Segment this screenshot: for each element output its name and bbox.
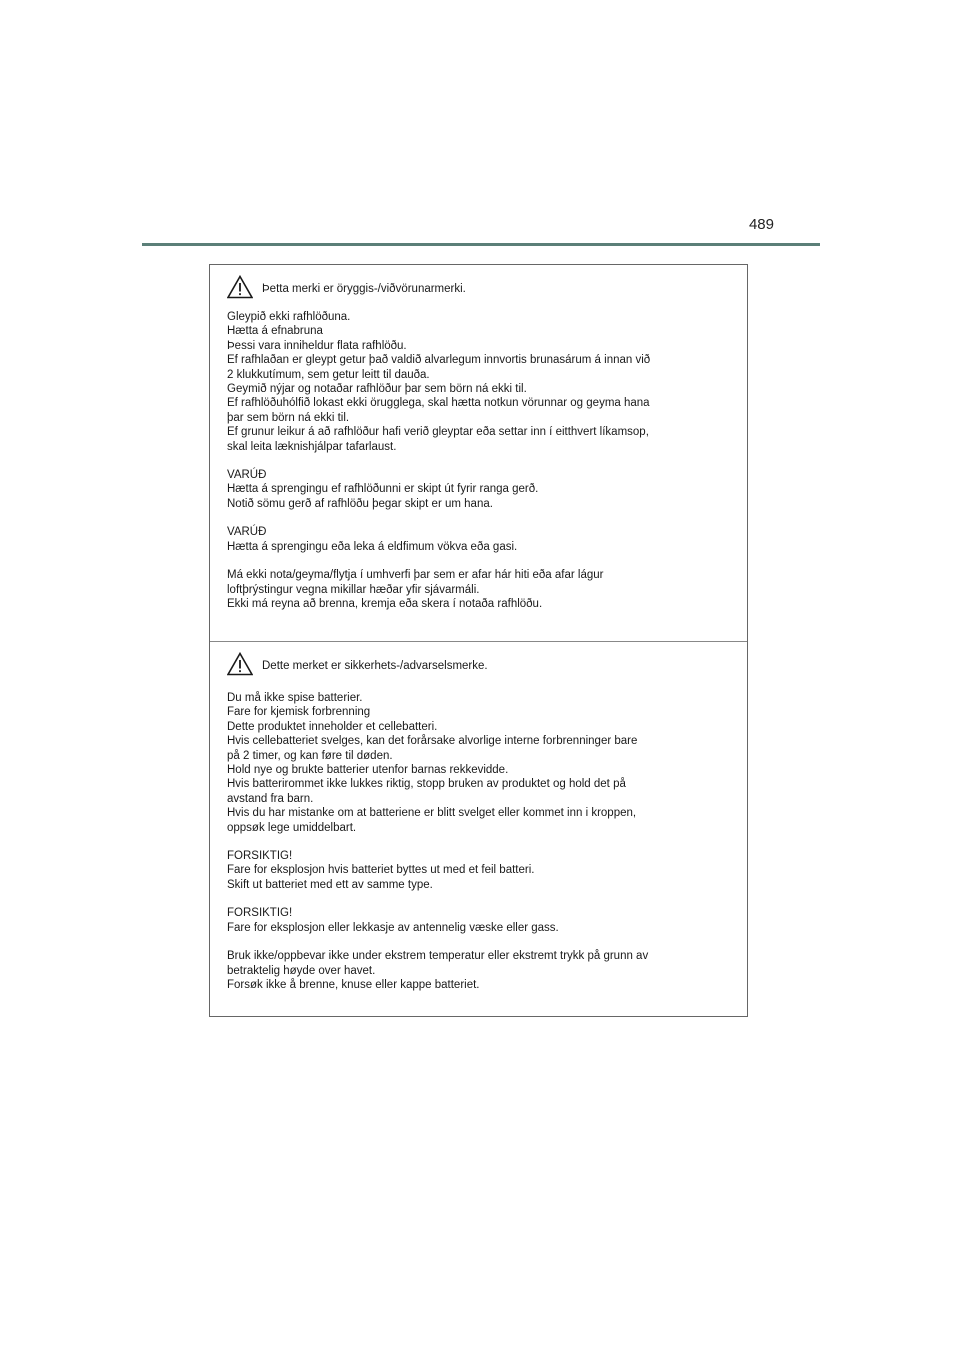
page-number: 489	[748, 216, 774, 233]
icelandic-caution-wrong-type: VARÚÐ Hætta á sprengingu ef rafhlöðunni er skipt út fyrir ranga gerð. Notið sömu gerð af rafhlöðu þegar skipt er um hana.	[227, 469, 539, 510]
norwegian-caution-leak: FORSIKTIG! Fare for eksplosjon eller lekkasje av antennelig væske eller gass.	[227, 907, 559, 934]
header-rule	[142, 243, 820, 246]
warning-triangle-icon	[227, 275, 253, 299]
norwegian-header-row	[227, 652, 733, 680]
norwegian-header-text: Dette merket er sikkerhets-/advarselsmerke.	[262, 660, 488, 672]
norwegian-environment-warning: Bruk ikke/oppbevar ikke under ekstrem temperatur eller ekstremt trykk på grunn av betraktelig høyde over havet. Forsøk ikke å brenne, knuse eller kappe batteriet.	[227, 950, 649, 991]
norwegian-caution-wrong-type: FORSIKTIG! Fare for eksplosjon hvis batteriet byttes ut med et feil batteri. Skift ut batteriet med ett av samme type.	[227, 850, 535, 891]
icelandic-environment-warning: Má ekki nota/geyma/flytja í umhverfi þar sem er afar hár hiti eða afar lágur loftþrýstingur vegna mikillar hæðar yfir sjávarmáli. Ekki má reyna að brenna, kremja eða skera í notaða rafhlöðu.	[227, 569, 604, 610]
icelandic-ingestion-warning: Gleypið ekki rafhlöðuna. Hætta á efnabruna Þessi vara inniheldur flata rafhlöðu. Ef rafhlaðan er gleypt getur það valdið alvarlegum innvortis brunasárum á innan við 2 klukkutímum, sem getur leitt til dauða. Geymið nýjar og notaðar rafhlöður þar sem börn ná ekki til. Ef rafhlöðuhólfið lokast ekki örugglega, skal hætta notkun vörunnar og geyma hana þar sem börn ná ekki til. Ef grunur leikur á að rafhlöður hafi verið gleyptar eða settar inn í eitthvert líkamsop, skal leita læknishjálpar tafarlaust.	[227, 311, 651, 453]
icelandic-header-row	[227, 275, 733, 303]
norwegian-ingestion-warning: Du må ikke spise batterier. Fare for kjemisk forbrenning Dette produktet inneholder et cellebatteri. Hvis cellebatteriet svelges, kan det forårsake alvorlige interne forbrenninger bare på 2 timer, og kan føre til døden. Hold nye og brukte batterier utenfor barnas rekkevidde. Hvis batterirommet ikke lukkes riktig, stopp bruken av produktet og hold det på avstand fra barn. Hvis du har mistanke om at batteriene er blitt svelget eller kommet inn i kroppen, oppsøk lege umiddelbart.	[227, 692, 638, 834]
icelandic-header-text: Þetta merki er öryggis-/viðvörunarmerki.	[262, 283, 466, 295]
icelandic-warning-section	[210, 265, 747, 641]
icelandic-caution-leak: VARÚÐ Hætta á sprengingu eða leka á eldfimum vökva eða gasi.	[227, 526, 518, 553]
battery-warning-box	[209, 264, 748, 1017]
warning-triangle-icon	[227, 652, 253, 676]
norwegian-warning-section	[210, 641, 747, 1016]
